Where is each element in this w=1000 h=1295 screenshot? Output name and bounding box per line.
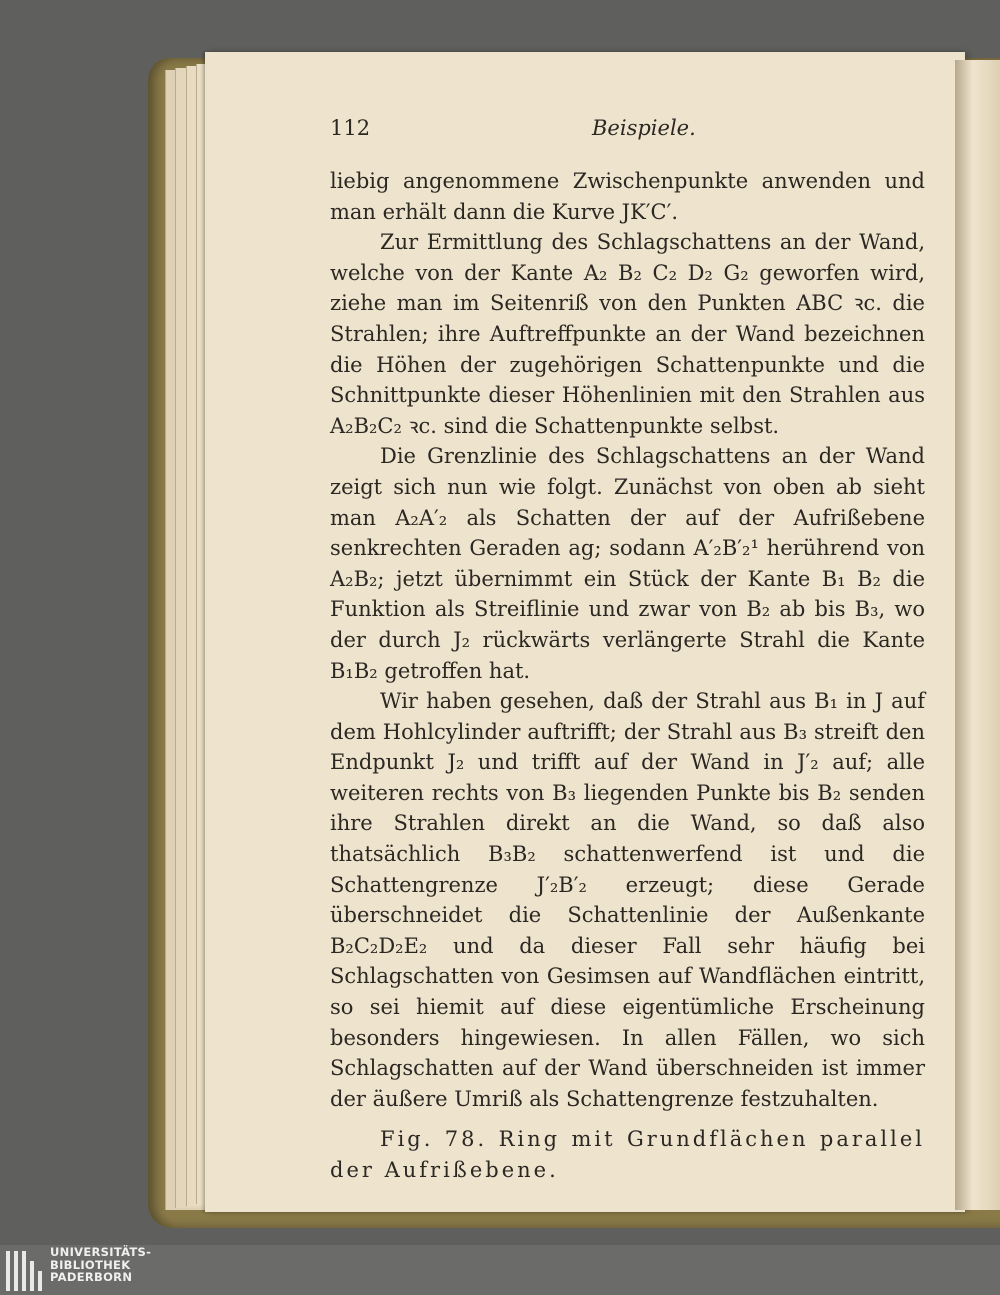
library-logo-text (50, 1246, 151, 1284)
library-logo-icon (6, 1251, 42, 1291)
page-header (330, 116, 925, 146)
paragraph: liebig angenommene Zwischenpunkte anwenden und man erhält dann die Kurve JK′C′. (330, 169, 925, 224)
paragraph: Zur Ermittlung des Schlagschattens an der Wand, welche von der Kante A₂ B₂ C₂ D₂ G₂ geworfen wird, ziehe man im Seitenriß von den Punkten ABC ꝛc. die Strahlen; ihre Auftreffpunkte an der Wand bezeichnen die Höhen der zugehörigen Schattenpunkte und die Schnittpunkte dieser Höhenlinien mit den Strahlen aus A₂B₂C₂ ꝛc. sind die Schattenpunkte selbst. (330, 230, 925, 438)
logo-line: UNIVERSITÄTS- (50, 1245, 152, 1259)
running-title: Beispiele. (592, 116, 696, 140)
logo-line: PADERBORN (50, 1270, 133, 1284)
facing-page-edge (955, 60, 1000, 1210)
page-number: 112 (330, 116, 371, 140)
logo-line: BIBLIOTHEK (50, 1257, 131, 1272)
paragraph: Wir haben gesehen, daß der Strahl aus B₁ in J auf dem Hohlcylinder auftrifft; der Strahl aus B₃ streift den Endpunkt J₂ und trifft auf der Wand in J′₂ auf; alle weiteren rechts von B₃ liegenden Punkte bis B₂ senden ihre Strahlen direkt an die Wand, so daß also thatsächlich B₃B₂ schattenwerfend ist und die Schattengrenze J′₂B′₂ erzeugt; diese Gerade überschneidet die Schattenlinie der Außenkante B₂C₂D₂E₂ und da dieser Fall sehr häufig bei Schlagschatten von Gesimsen auf Wandflächen eintritt, so sei hiemit auf diese eigentümliche Erscheinung besonders hingewiesen. In allen Fällen, wo sich Schlagschatten auf der Wand überschneiden ist immer der äußere Umriß als Schattengrenze festzuhalten. (330, 689, 925, 1111)
page-body (330, 166, 925, 1186)
figure-caption: Fig. 78. Ring mit Grundflächen parallel der Aufrißebene. (330, 1127, 925, 1182)
paragraph: Die Grenzlinie des Schlagschattens an der Wand zeigt sich nun wie folgt. Zunächst von oben ab sieht man A₂A′₂ als Schatten der auf der Aufrißebene senkrechten Geraden ag; sodann A′₂B′₂¹ herührend von A₂B₂; jetzt übernimmt ein Stück der Kante B₁ B₂ die Funktion als Streiflinie und zwar von B₂ ab bis B₃, wo der durch J₂ rückwärts verlängerte Strahl die Kante B₁B₂ getroffen hat. (330, 444, 925, 683)
